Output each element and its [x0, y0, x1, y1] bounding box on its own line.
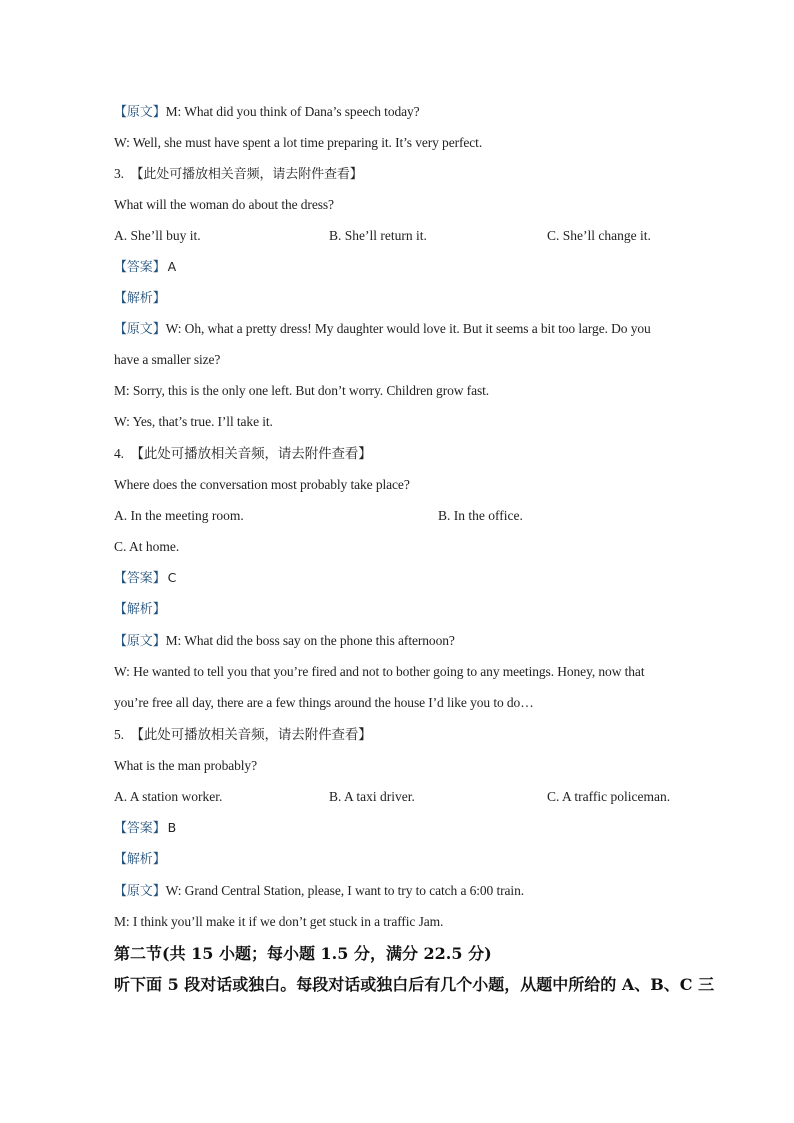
option-c: C. She’ll change it.: [547, 228, 651, 243]
audio-note[interactable]: 【此处可播放相关音频，请去附件查看】: [130, 446, 372, 461]
transcript-line: M: Sorry, this is the only one left. But don’t worry. Children grow fast.: [114, 383, 490, 398]
analysis-line: [114, 289, 166, 308]
question-header: [114, 165, 363, 184]
transcript-text: W: Grand Central Station, please, I want to try to catch a 6:00 train.: [165, 883, 524, 898]
transcript-tag: 【原文】: [114, 634, 166, 649]
section-instruction: 听下面 5 段对话或独白。每段对话或独白后有几个小题，从题中所给的 A、B、C 三: [114, 975, 715, 994]
option-b: B. She’ll return it.: [329, 228, 427, 243]
option-b: B. A taxi driver.: [329, 789, 415, 804]
answer-line: [114, 819, 176, 838]
audio-note[interactable]: 【此处可播放相关音频，请去附件查看】: [130, 727, 372, 742]
answer-value: B: [167, 820, 177, 835]
answer-line: [114, 258, 176, 277]
answer-tag: 【答案】: [114, 821, 166, 836]
answer-tag: 【答案】: [114, 260, 166, 275]
answer-line: [114, 569, 176, 588]
answer-value: A: [167, 259, 177, 274]
option-a: A. In the meeting room.: [114, 508, 244, 523]
transcript-tag: 【原文】: [114, 322, 166, 337]
option-a: A. A station worker.: [114, 789, 223, 804]
question-text: Where does the conversation most probably take place?: [114, 477, 410, 492]
answer-value: C: [167, 570, 177, 585]
option-c: C. A traffic policeman.: [547, 789, 671, 804]
option-c: C. At home.: [114, 539, 180, 554]
transcript-line: W: Yes, that’s true. I’ll take it.: [114, 414, 273, 429]
transcript-line: M: I think you’ll make it if we don’t get stuck in a traffic Jam.: [114, 914, 444, 929]
analysis-line: [114, 600, 166, 619]
option-b: B. In the office.: [438, 508, 523, 523]
option-a: A. She’ll buy it.: [114, 228, 201, 243]
transcript-line: [114, 103, 420, 122]
transcript-line: W: He wanted to tell you that you’re fired and not to bother going to any meetings. Honey, now that: [114, 664, 645, 679]
question-header: [114, 445, 372, 463]
analysis-tag: 【解析】: [114, 852, 166, 867]
transcript-line: W: Well, she must have spent a lot time preparing it. It’s very perfect.: [114, 135, 483, 150]
question-text: What will the woman do about the dress?: [114, 197, 334, 212]
transcript-line: [114, 320, 651, 339]
transcript-tag: 【原文】: [114, 105, 166, 120]
question-number: 5.: [114, 727, 124, 742]
question-text: What is the man probably?: [114, 758, 257, 773]
transcript-text: M: What did the boss say on the phone this afternoon?: [165, 633, 455, 648]
transcript-line: you’re free all day, there are a few things around the house I’d like you to do…: [114, 695, 534, 710]
transcript-line: [114, 882, 524, 901]
question-number: 3.: [114, 166, 124, 181]
analysis-tag: 【解析】: [114, 602, 166, 617]
analysis-line: [114, 850, 166, 869]
audio-note[interactable]: 【此处可播放相关音频，请去附件查看】: [130, 167, 363, 182]
transcript-line: [114, 632, 455, 651]
answer-tag: 【答案】: [114, 571, 166, 586]
transcript-tag: 【原文】: [114, 884, 166, 899]
section-title: 第二节(共 15 小题；每小题 1.5 分，满分 22.5 分): [114, 944, 492, 963]
transcript-line: have a smaller size?: [114, 352, 221, 367]
transcript-text: W: Oh, what a pretty dress! My daughter would love it. But it seems a bit too large. Do you: [165, 321, 651, 336]
question-number: 4.: [114, 446, 124, 461]
question-header: [114, 726, 372, 744]
transcript-text: M: What did you think of Dana’s speech today?: [165, 104, 420, 119]
analysis-tag: 【解析】: [114, 291, 166, 306]
